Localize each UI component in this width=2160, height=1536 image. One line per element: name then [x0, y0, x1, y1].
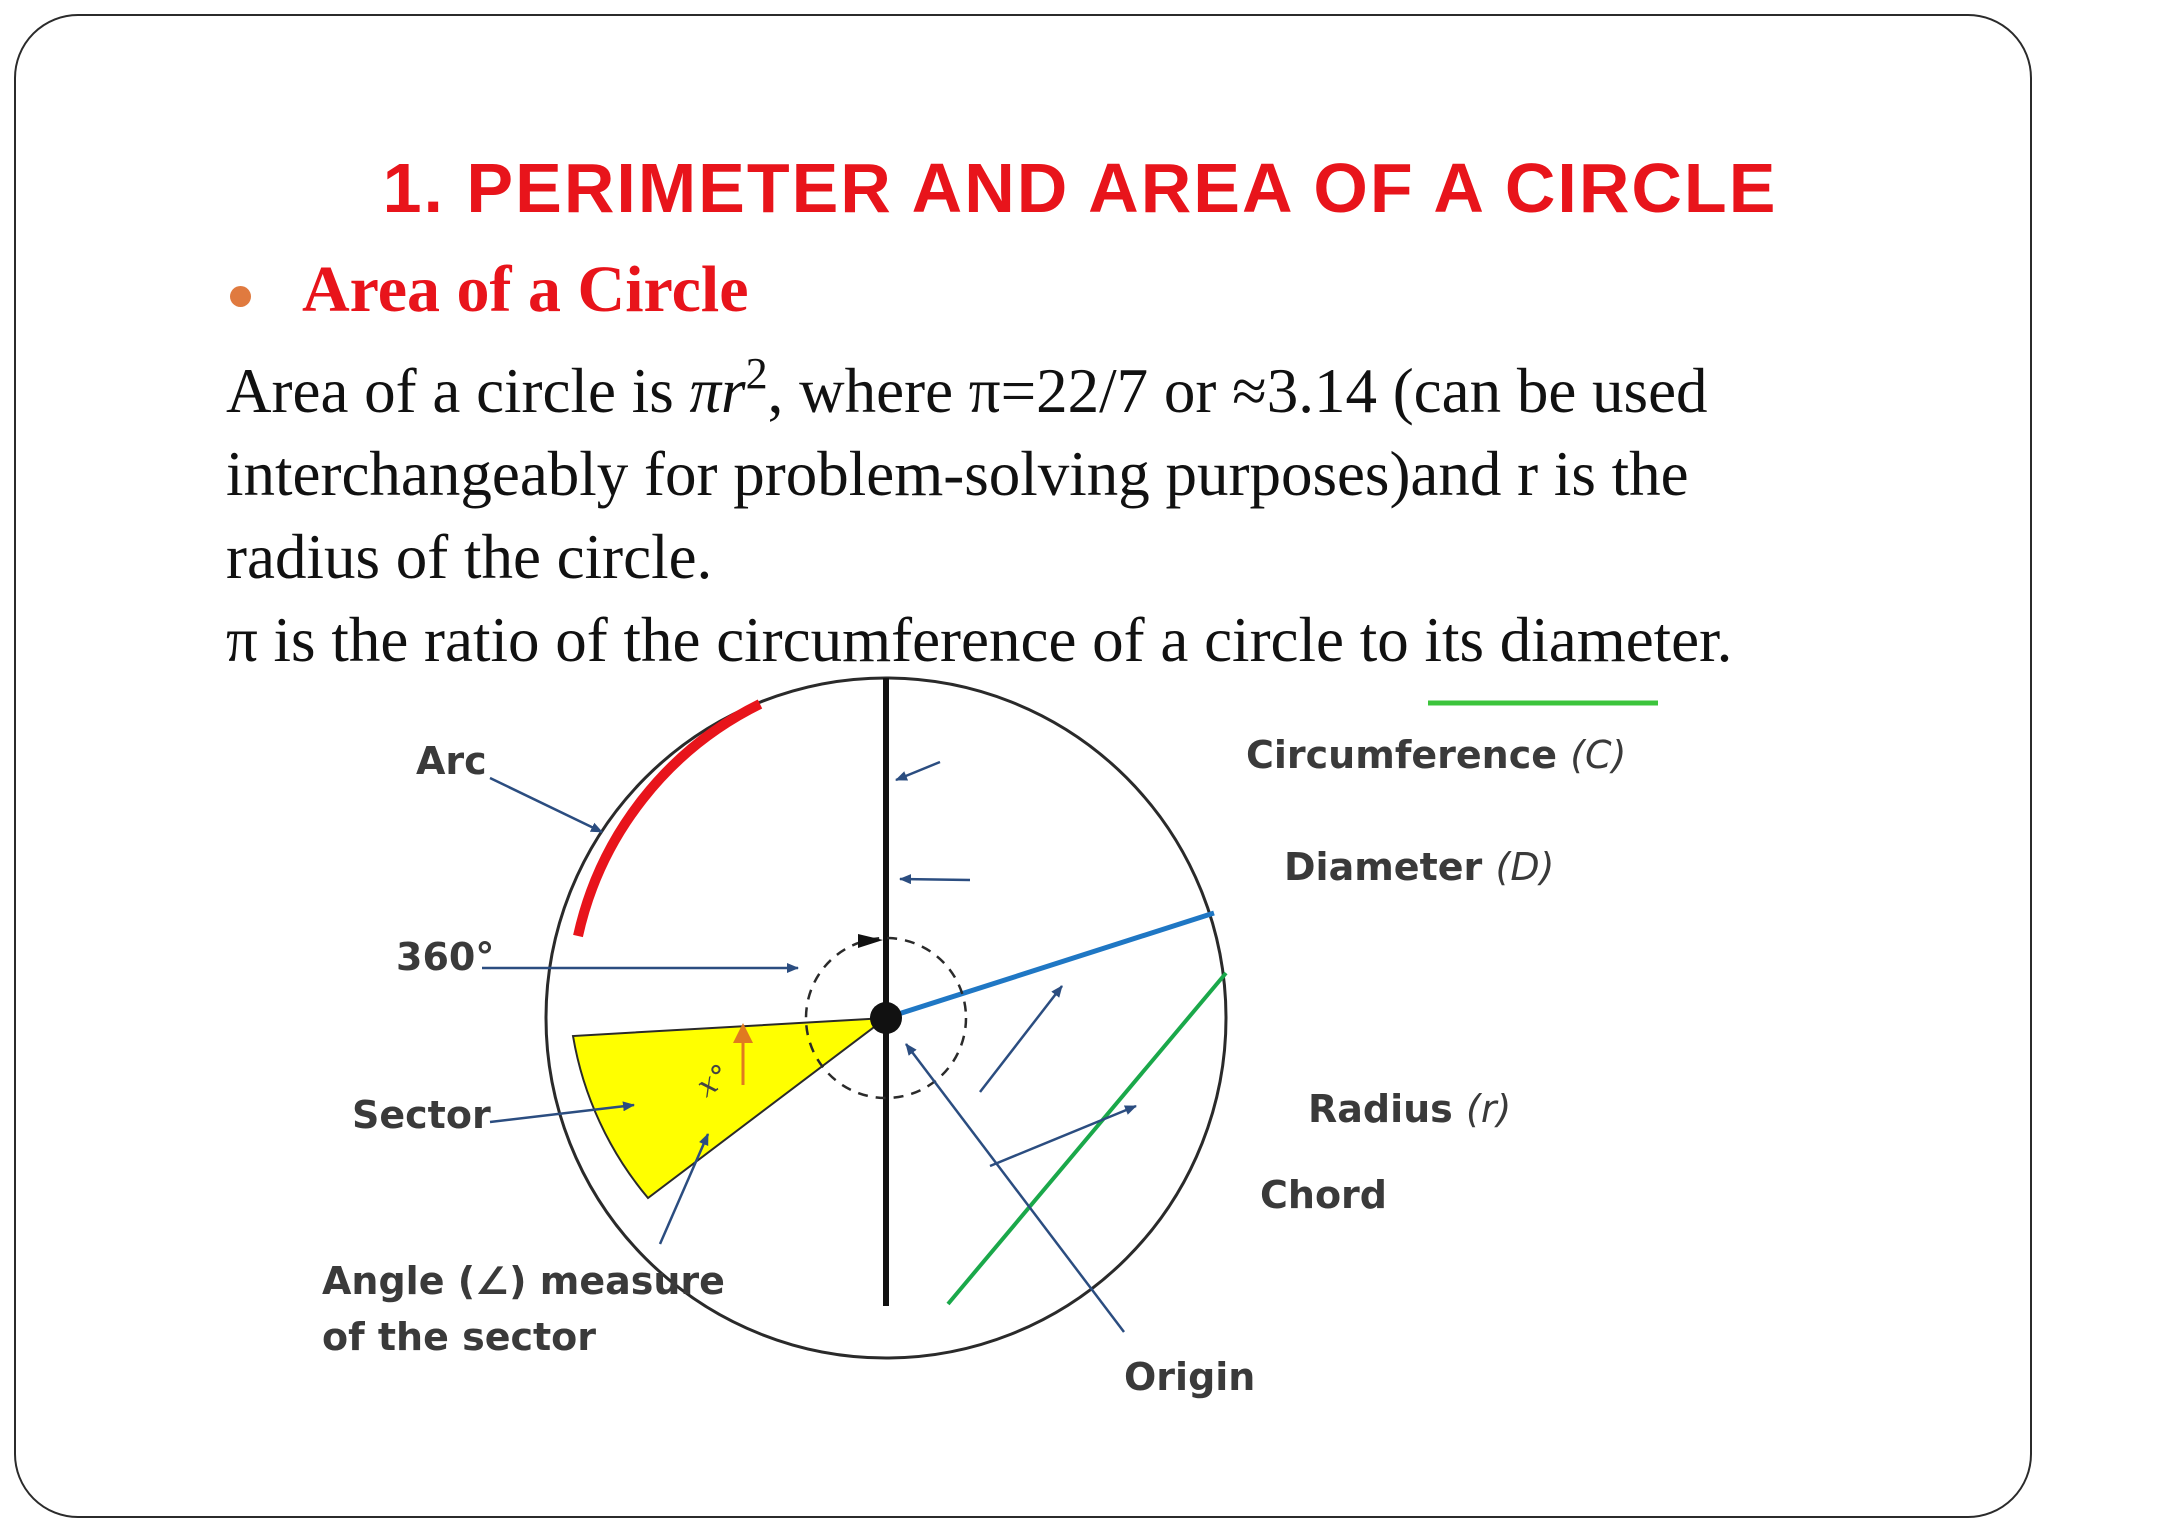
diameter-pointer-arrow: [900, 879, 970, 880]
origin-label: Origin: [1124, 1355, 1256, 1399]
origin-pointer-arrow: [906, 1044, 1124, 1332]
area-formula: [689, 348, 768, 426]
body-text: [226, 350, 1926, 682]
formula-base: πr: [689, 356, 746, 426]
radius-label: Radius (r): [1308, 1087, 1512, 1131]
body-line-4: π is the ratio of the circumference of a circle to its diameter.: [226, 605, 1733, 675]
full-angle-label: 360°: [396, 935, 495, 979]
angle-label-line-2: of the sector: [322, 1315, 597, 1359]
chord-pointer-arrow: [990, 1106, 1136, 1166]
body-line-1-start: Area of a circle is: [226, 356, 690, 426]
body-line-1-end: , where π=22/7 or ≈3.14 (can be used: [767, 356, 1708, 426]
circumference-label: Circumference (C): [1246, 733, 1627, 777]
circumference-pointer-arrow: [896, 762, 940, 780]
slide-title: 1. PERIMETER AND AREA OF A CIRCLE: [382, 149, 1778, 227]
bullet-heading: Area of a Circle: [302, 253, 749, 326]
chord-line: [948, 973, 1226, 1304]
radius-pointer-arrow: [980, 986, 1062, 1092]
arc-label: Arc: [416, 739, 487, 783]
formula-exponent: 2: [745, 348, 768, 398]
body-line-3: radius of the circle.: [226, 522, 713, 592]
sector-angle-label: x°: [690, 1057, 737, 1105]
full-angle-arrowhead-icon: [858, 934, 883, 948]
circle-diagram: [228, 700, 1627, 1510]
body-line-1: [226, 350, 1926, 433]
chord-label: Chord: [1260, 1173, 1387, 1217]
bullet-dot-icon: [230, 286, 251, 307]
body-line-2: interchangeably for problem-solving purposes)and r is the: [226, 439, 1689, 509]
origin-point: [870, 1002, 902, 1034]
arc-highlight: [578, 704, 760, 936]
angle-label: Angle (∠) measure: [322, 1259, 725, 1303]
sector-label: Sector: [352, 1093, 491, 1137]
sector-shape: [573, 1018, 886, 1198]
diameter-label: Diameter (D): [1284, 845, 1555, 889]
arc-pointer-arrow: [490, 778, 602, 832]
